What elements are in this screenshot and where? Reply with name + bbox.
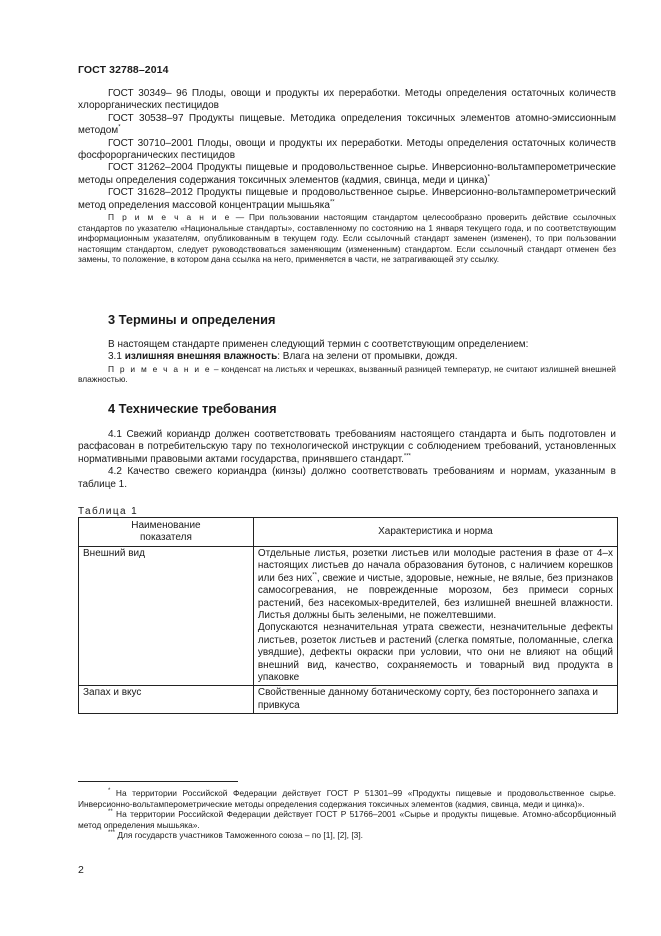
table-header-cell: Характеристика и норма xyxy=(253,518,617,547)
document-header: ГОСТ 32788–2014 xyxy=(78,64,169,76)
footnote-mark: ** xyxy=(329,199,335,206)
footnote-mark: ** xyxy=(312,572,317,579)
table-cell-norm: Свойственные данному ботаническому сорту, без постороннего запаха и привкуса xyxy=(253,686,617,714)
section-4-heading: 4 Технические требования xyxy=(108,401,277,416)
table-cell-indicator: Запах и вкус xyxy=(79,686,254,714)
note-label: П р и м е ч а н и е xyxy=(108,212,231,223)
term-definition: 3.1 излишняя внешняя влажность: Влага на зелени от промывки, дождя. xyxy=(108,351,458,363)
table-header-row xyxy=(79,518,618,547)
paragraph-4-2: 4.2 Качество свежего кориандра (кинзы) должно соответствовать требованиям и нормам, указанным в таблице 1. xyxy=(78,466,616,490)
footnote-mark: * xyxy=(487,174,490,181)
reference-item: ГОСТ 30710–2001 Плоды, овощи и продукты их переработки. Методы определения остаточных количеств фосфорорганических пестицидов xyxy=(78,137,616,162)
section-3-heading: 3 Термины и определения xyxy=(108,312,276,327)
table-cell-norm: Отдельные листья, розетки листьев или молодые растения в фазе от 4–х настоящих листьев до начала образования бутонов, с наличием корешков или без них**, свежие и чистые, здоровые, нежные, не вялые, без признаков самосогревания, не поврежденные морозом, без примеси сорных растений, без насекомых-вредителей, без излишней внешней влажности. Листья должны быть зелеными, не пожелтевшими. Допускаются незначительная утрата свежести, незначительные дефекты листьев, розеток листьев и растений (слегка помятые, поломанные, слегка увядшие), дефекты окраски при условии, что они не влияют на общий внешний вид, качество, сохраняемость и товарный вид продукта в упаковке xyxy=(253,547,617,686)
reference-item: ГОСТ 31628–2012 Продукты пищевые и продовольственное сырье. Инверсионно-вольтамперометрический метод определения массовой концентрации мышьяка** xyxy=(78,187,616,211)
table-row xyxy=(79,686,618,714)
paragraph-4-1: 4.1 Свежий кориандр должен соответствовать требованиям настоящего стандарта и быть подготовлен и расфасован в потребительскую тару по технологической инструкции с соблюдением требований, установленных нормативными правовыми актами государства, принявшего стандарт.*** xyxy=(78,429,616,465)
section-4 xyxy=(78,401,616,491)
table-cell-indicator: Внешний вид xyxy=(79,547,254,686)
table-header-cell: Наименование показателя xyxy=(79,518,254,547)
references-note: П р и м е ч а н и е — При пользовании настоящим стандартом целесообразно проверить действие ссылочных стандартов по указателю «Национальные стандарты», составленному по состоянию на 1 января текущего года, и по соответствующим информационным указателям, опубликованным в текущем году. Если ссылочный стандарт заменен (изменен), то при пользовании настоящим стандартом, следует руководствоваться заменяющим (измененным) стандартом. Если ссылочный стандарт отменен без замены, то положение, в котором дана ссылка на него, применяется в части, не затрагивающей эту ссылку. xyxy=(78,212,616,265)
section-3-intro: В настоящем стандарте применен следующий термин с соответствующим определением: xyxy=(108,339,529,350)
section-3 xyxy=(78,312,616,385)
footnote: *** Для государств участников Таможенного союза – по [1], [2], [3]. xyxy=(108,830,363,841)
section-3-note: П р и м е ч а н и е – конденсат на листьях и черешках, вызванный разницей температур, не считают излишней внешней влажностью. xyxy=(78,363,616,385)
footnotes xyxy=(78,788,616,841)
table-row xyxy=(79,547,618,686)
footnote: ** На территории Российской Федерации действует ГОСТ Р 51766–2001 «Сырье и продукты пищевые. Атомно-абсорбционный метод определения мышьяка». xyxy=(78,809,616,830)
reference-item: ГОСТ 30538–97 Продукты пищевые. Методика определения токсичных элементов атомно-эмиссионным методом* xyxy=(78,112,616,137)
references-block xyxy=(78,88,616,265)
page-number: 2 xyxy=(78,864,84,876)
footnote-mark: * xyxy=(118,124,121,131)
reference-item: ГОСТ 31262–2004 Продукты пищевые и продовольственное сырье. Инверсионно-вольтамперометрические методы определения содержания токсичных элементов (кадмия, свинца, меди и цинка)* xyxy=(78,162,616,186)
footnote-divider xyxy=(78,781,238,782)
table-caption: Таблица 1 xyxy=(78,506,139,517)
requirements-table xyxy=(78,517,618,714)
footnote: * На территории Российской Федерации действует ГОСТ Р 51301–99 «Продукты пищевые и продовольственное сырье. Инверсионно-вольтамперометрические методы определения содержания токсичных элементов (кадмия, свинца, меди и цинка)». xyxy=(78,788,616,809)
note-label: П р и м е ч а н и е xyxy=(108,363,212,374)
reference-item: ГОСТ 30349– 96 Плоды, овощи и продукты их переработки. Методы определения остаточных количеств хлорорганических пестицидов xyxy=(78,88,616,112)
term-name: излишняя внешняя влажность xyxy=(124,351,278,363)
footnote-mark: *** xyxy=(403,453,411,460)
